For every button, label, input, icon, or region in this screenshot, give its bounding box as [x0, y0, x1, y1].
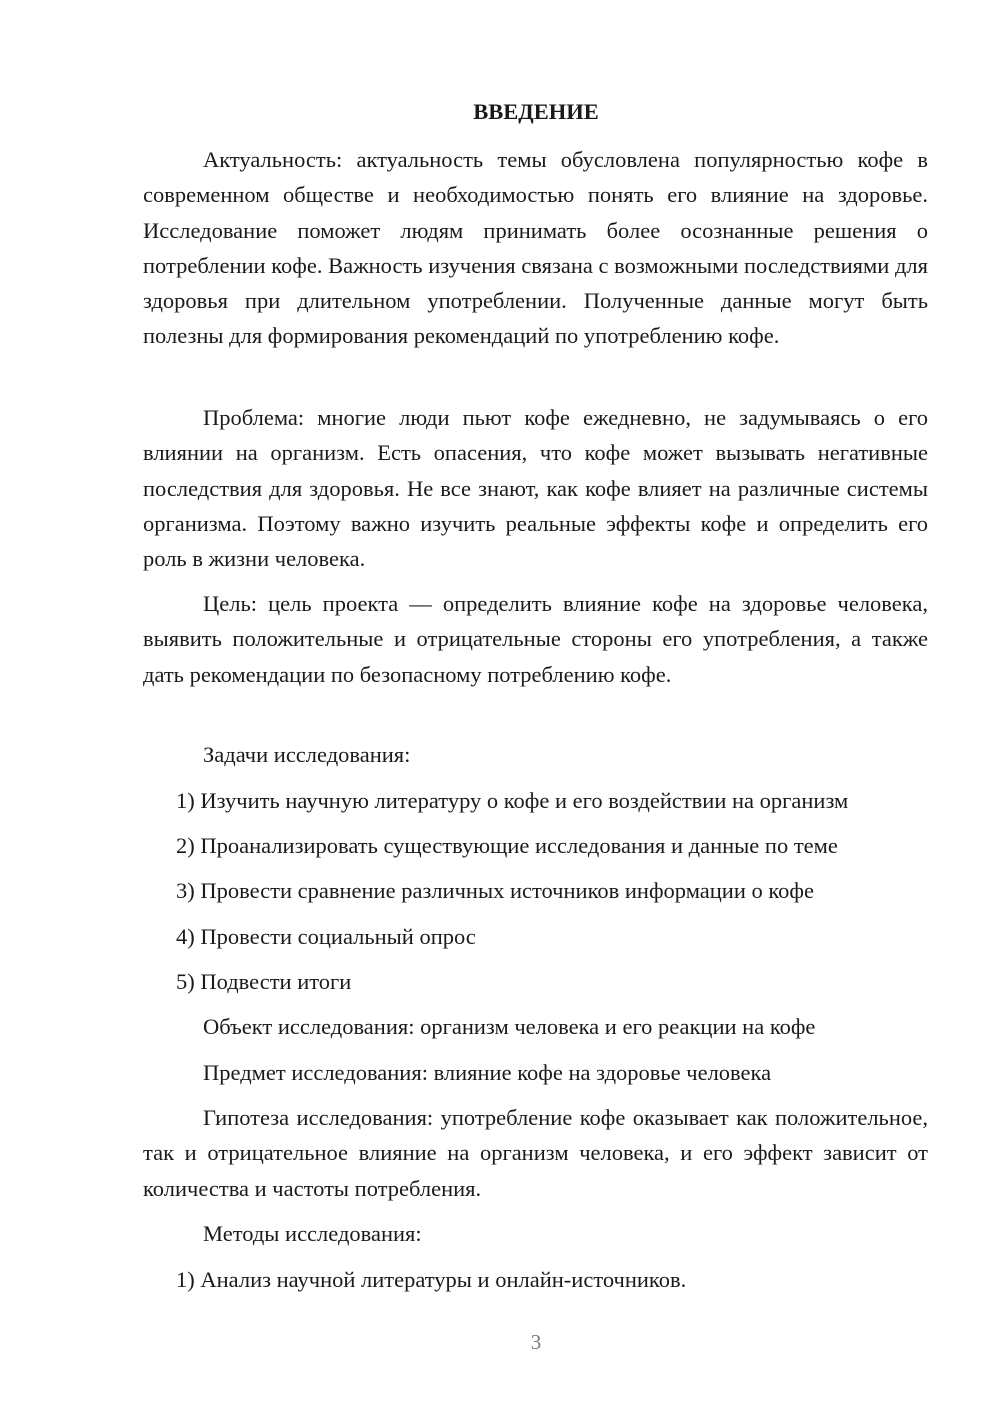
- relevance-paragraph: Актуальность: актуальность темы обусловлена популярностью кофе в современном обществе и необходимостью понять его влияние на здоровье. Исследование поможет людям принимать более осознанные решения о потреблении кофе. Важность изучения связана с возможными последствиями для здоровья при длительном употреблении. Полученные данные могут быть полезны для формирования рекомендаций по употреблению кофе.: [143, 147, 928, 349]
- hypothesis-paragraph: Гипотеза исследования: употребление кофе оказывает как положительное, так и отрицательное влияние на организм человека, и его эффект зависит от количества и частоты потребления.: [143, 1105, 928, 1201]
- task-item-3: 3) Провести сравнение различных источников информации о кофе: [176, 878, 814, 903]
- task-item-5: 5) Подвести итоги: [176, 969, 352, 994]
- section-title: ВВЕДЕНИЕ: [473, 99, 599, 124]
- methods-heading: Методы исследования:: [203, 1221, 422, 1246]
- task-item-1: 1) Изучить научную литературу о кофе и его воздействии на организм: [176, 788, 849, 813]
- goal-paragraph: Цель: цель проекта — определить влияние кофе на здоровье человека, выявить положительные и отрицательные стороны его употребления, а также дать рекомендации по безопасному потреблению кофе.: [143, 591, 928, 687]
- subject-paragraph: Предмет исследования: влияние кофе на здоровье человека: [203, 1060, 772, 1085]
- task-item-2: 2) Проанализировать существующие исследования и данные по теме: [176, 833, 838, 858]
- method-item-1: 1) Анализ научной литературы и онлайн-источников.: [176, 1267, 687, 1292]
- tasks-heading: Задачи исследования:: [203, 742, 411, 767]
- object-paragraph: Объект исследования: организм человека и его реакции на кофе: [203, 1014, 816, 1039]
- page-number: 3: [530, 1330, 542, 1354]
- problem-paragraph: Проблема: многие люди пьют кофе ежедневно, не задумываясь о его влиянии на организм. Есть опасения, что кофе может вызывать негативные последствия для здоровья. Не все знают, как кофе влияет на различные системы организма. Поэтому важно изучить реальные эффекты кофе и определить его роль в жизни человека.: [143, 405, 928, 572]
- task-item-4: 4) Провести социальный опрос: [176, 924, 476, 949]
